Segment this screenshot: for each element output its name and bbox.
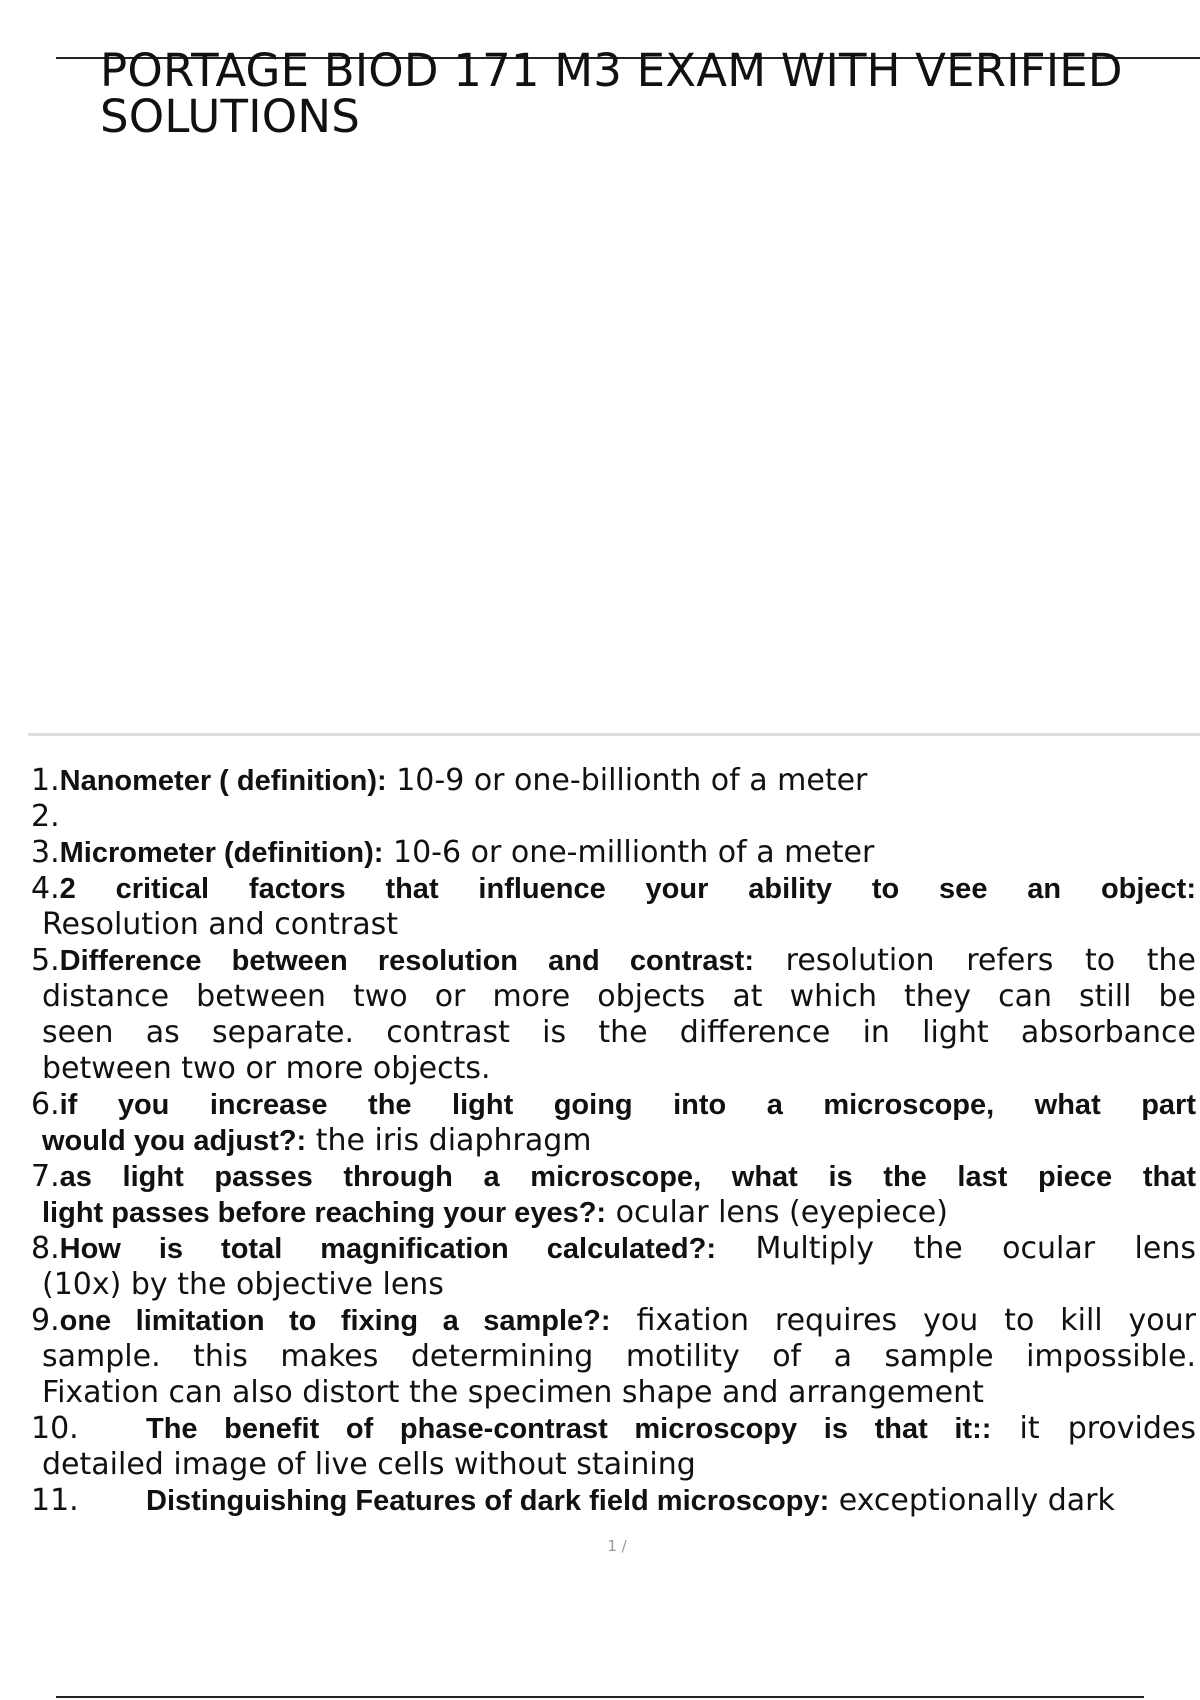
question-text: Difference between resolution and contrast: [59,945,754,977]
question-item [31,943,1196,1087]
question-list [31,763,1196,1519]
question-line [31,1303,1196,1339]
answer-text: the iris diaphragm [306,1123,592,1158]
answer-text: fixation requires you to kill your [610,1303,1197,1338]
question-item [31,1303,1196,1411]
question-continuation-line [31,1195,1196,1231]
question-text: How is total magnification calculated?: [59,1233,716,1265]
question-item [31,835,1196,871]
question-item [31,1411,1196,1483]
question-number: 4. [31,871,60,906]
question-number: 1. [31,763,60,798]
question-line [31,1411,1196,1447]
answer-text: 10-6 or one-millionth of a meter [383,835,875,870]
document-title-line-1: PORTAGE BIOD 171 M3 EXAM WITH VERIFIED [100,44,1123,97]
question-line [31,871,1196,907]
answer-text: Resolution and contrast [42,907,399,942]
question-line [31,1159,1196,1195]
answer-text: sample. this makes determining motility of a sample impossible. [42,1339,1196,1374]
question-item [31,1159,1196,1231]
answer-text: detailed image of live cells without staining [42,1447,696,1482]
question-line [31,943,1196,979]
question-text: light passes before reaching your eyes?: [42,1197,607,1229]
question-text: if you increase the light going into a microscope, what part [59,1089,1196,1121]
question-item [31,871,1196,943]
question-continuation-line [31,1123,1196,1159]
question-item [31,1231,1196,1303]
question-item [31,1087,1196,1159]
question-item [31,799,1196,835]
answer-text: 10-9 or one-billionth of a meter [386,763,868,798]
answer-text: seen as separate. contrast is the difference in light absorbance [42,1015,1196,1050]
answer-text: Multiply the ocular lens [716,1231,1196,1266]
answer-text: it provides [991,1411,1196,1446]
answer-text: distance between two or more objects at which they can still be [42,979,1196,1014]
question-line [31,1483,1196,1519]
answer-text: resolution refers to the [753,943,1196,978]
question-text: as light passes through a microscope, what is the last piece that [59,1161,1196,1193]
question-line [31,763,1196,799]
question-continuation-line [31,1339,1196,1375]
document-title [100,44,1200,143]
question-item [31,1483,1196,1519]
question-continuation-line [31,1015,1196,1051]
question-text: Distinguishing Features of dark field microscopy: [146,1485,830,1517]
page-number: 1 / [607,1537,627,1555]
question-number: 8. [31,1231,60,1266]
answer-text: between two or more objects. [42,1051,491,1086]
answer-text: ocular lens (eyepiece) [606,1195,948,1230]
question-continuation-line [31,979,1196,1015]
question-item [31,763,1196,799]
section-divider [28,733,1200,736]
question-line [31,1231,1196,1267]
question-line [31,799,1196,835]
question-continuation-line [31,1447,1196,1483]
question-text: one limitation to fixing a sample?: [59,1305,611,1337]
question-number: 2. [31,799,60,834]
question-text: Nanometer ( definition): [59,765,387,797]
question-number: 7. [31,1159,60,1194]
question-number: 6. [31,1087,60,1122]
question-text: would you adjust?: [42,1125,307,1157]
answer-text: exceptionally dark [829,1483,1115,1518]
question-number: 10. [31,1411,79,1446]
question-text: The benefit of phase-contrast microscopy is that it:: [146,1413,992,1445]
question-number: 5. [31,943,60,978]
question-continuation-line [31,1375,1196,1411]
question-number: 3. [31,835,60,870]
question-text: 2 critical factors that influence your ability to see an object: [59,873,1196,905]
question-line [31,835,1196,871]
question-continuation-line [31,1267,1196,1303]
question-continuation-line [31,907,1196,943]
question-number: 11. [31,1483,79,1518]
answer-text: (10x) by the objective lens [42,1267,444,1302]
question-line [31,1087,1196,1123]
question-continuation-line [31,1051,1196,1087]
document-title-line-2: SOLUTIONS [100,90,360,143]
bottom-rule [56,1696,1144,1698]
question-number: 9. [31,1303,60,1338]
question-text: Micrometer (definition): [59,837,384,869]
answer-text: Fixation can also distort the specimen shape and arrangement [42,1375,984,1410]
